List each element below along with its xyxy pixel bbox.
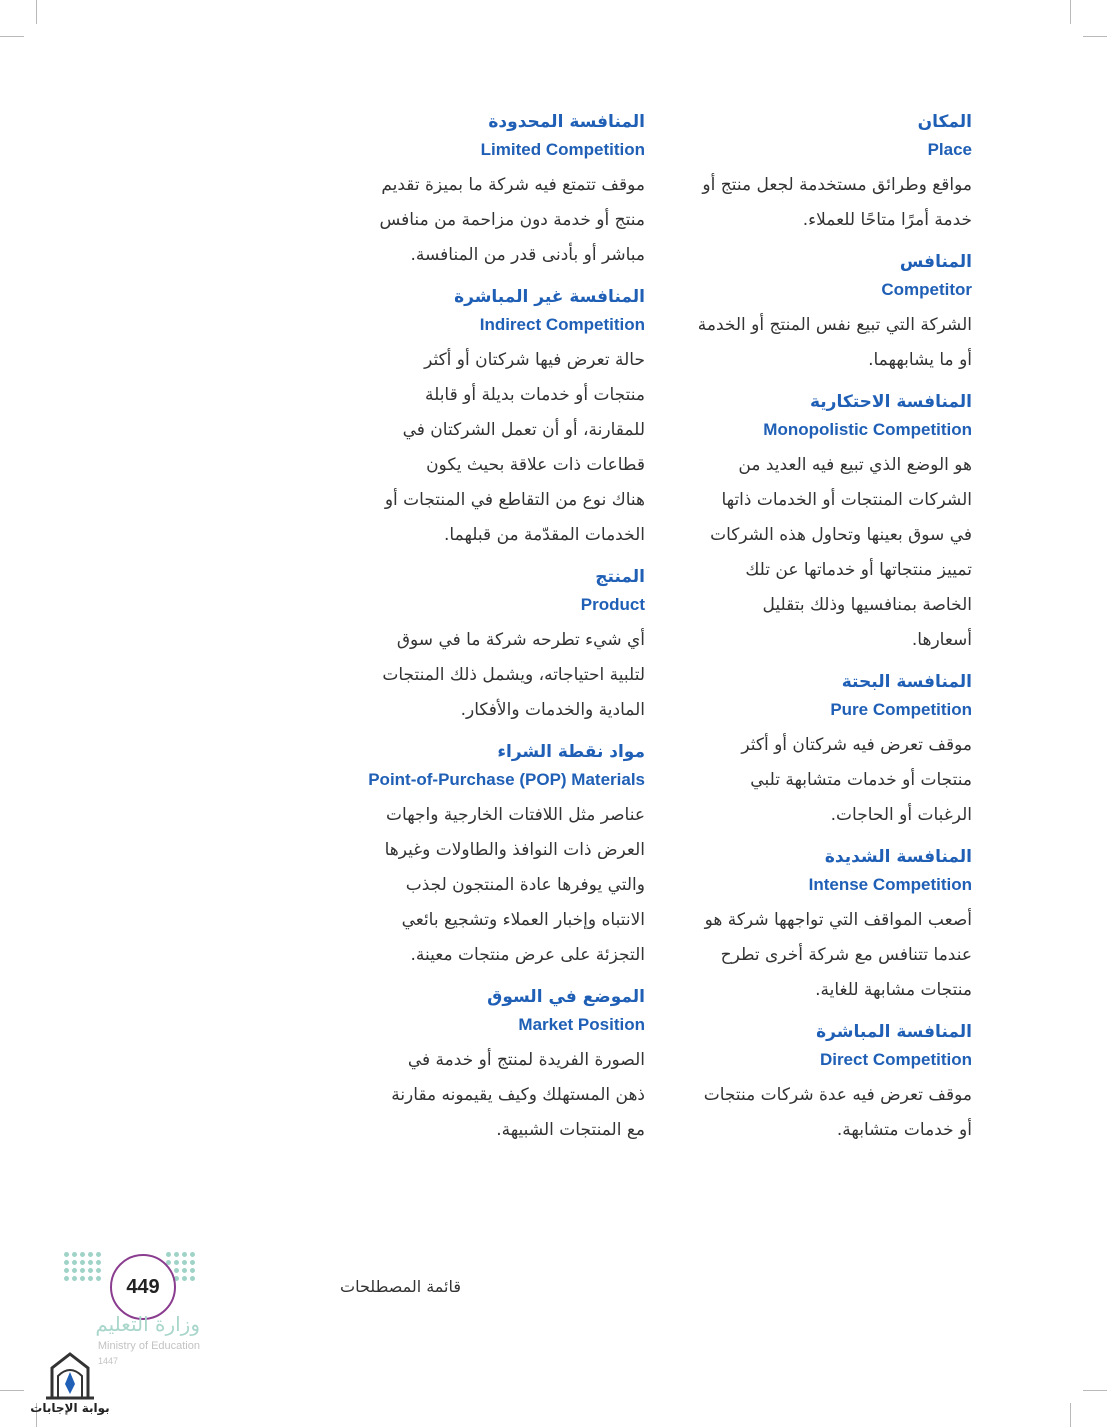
logo-dot [72, 1276, 77, 1281]
term-definition-line: موقف تتمتع فيه شركة ما بميزة تقديم [381, 175, 645, 195]
logo-dot [80, 1260, 85, 1265]
crop-mark [1083, 36, 1107, 37]
crop-mark [0, 1390, 24, 1391]
glossary-entry [660, 108, 972, 238]
term-definition-line: منتجات أو خدمات متشابهة تلبي [750, 770, 972, 790]
term-title-ar: المنافس [899, 252, 972, 272]
logo-dot [182, 1260, 187, 1265]
term-title-en-text: Market Position [518, 1015, 645, 1034]
logo-dot [80, 1252, 85, 1257]
term-title-en [660, 1046, 972, 1074]
entry-gap [330, 973, 645, 983]
logo-dot [174, 1260, 179, 1265]
logo-dot [64, 1252, 69, 1257]
term-definition-line: هو الوضع الذي تبيع فيه العديد من [738, 455, 972, 475]
term-definition-line: الرغبات أو الحاجات. [830, 805, 972, 825]
glossary-entry [330, 983, 645, 1148]
glossary-column-right [660, 108, 972, 1148]
term-definition-line: الشركة التي تبيع نفس المنتج أو الخدمة [697, 315, 972, 335]
logo-dot [174, 1268, 179, 1273]
term-definition-line: والتي يوفرها عادة المنتجون لجذب [405, 875, 645, 895]
term-definition-line: الخاصة بمنافسيها وذلك بتقليل [762, 595, 972, 615]
logo-dot [72, 1252, 77, 1257]
logo-dot [88, 1260, 93, 1265]
logo-dot [88, 1276, 93, 1281]
term-title-en-text: Competitor [881, 280, 972, 299]
logo-dot [72, 1268, 77, 1273]
glossary-entry [330, 738, 645, 973]
glossary-entry [330, 563, 645, 728]
ministry-year: 1447 [98, 1356, 119, 1366]
term-definition-line: الصورة الفريدة لمنتج أو خدمة في [407, 1050, 645, 1070]
term-title-en [330, 136, 645, 164]
term-title-en [330, 766, 645, 794]
term-title-en [660, 276, 972, 304]
term-definition-line: العرض ذات النوافذ والطاولات وغيرها [384, 840, 645, 860]
logo-dot [96, 1252, 101, 1257]
glossary-column-left [330, 108, 645, 1148]
term-definition-line: للمقارنة، أو أن تعمل الشركتان في [402, 420, 645, 440]
entry-gap [660, 378, 972, 388]
term-title-en-text: Limited Competition [480, 140, 645, 159]
glossary-entry [660, 248, 972, 378]
term-title-ar: مواد نقطة الشراء [497, 742, 645, 762]
logo-dot [182, 1268, 187, 1273]
logo-dot [190, 1276, 195, 1281]
glossary-entry [660, 668, 972, 833]
term-definition-line: موقف تعرض فيه شركتان أو أكثر [741, 735, 972, 755]
logo-dot [64, 1260, 69, 1265]
term-title-en-text: Intense Competition [808, 875, 972, 894]
crop-mark [1070, 1403, 1071, 1427]
entry-gap [660, 1008, 972, 1018]
logo-dot [174, 1252, 179, 1257]
logo-dot [64, 1276, 69, 1281]
term-definition-line: منتجات مشابهة للغاية. [815, 980, 972, 1000]
logo-dot [190, 1260, 195, 1265]
term-definition-line: الانتباه وإخبار العملاء وتشجيع بائعي [401, 910, 645, 930]
logo-dot [64, 1268, 69, 1273]
crop-mark [1070, 0, 1071, 24]
term-definition-line: في سوق بعينها وتحاول هذه الشركات [710, 525, 972, 545]
term-definition-line: المادية والخدمات والأفكار. [460, 700, 645, 720]
term-definition-line: مع المنتجات الشبيهة. [496, 1120, 645, 1140]
term-definition-line: أسعارها. [911, 630, 972, 650]
logo-dot [182, 1276, 187, 1281]
logo-dot [88, 1252, 93, 1257]
term-definition-line: ذهن المستهلك وكيف يقيمونه مقارنة [391, 1085, 645, 1105]
term-definition-line: عناصر مثل اللافتات الخارجية واجهات [386, 805, 645, 825]
glossary-entry [660, 843, 972, 1008]
logo-dot [182, 1252, 187, 1257]
logo-dot [190, 1268, 195, 1273]
glossary-entry [660, 1018, 972, 1148]
term-title-en [660, 696, 972, 724]
term-definition-line: قطاعات ذات علاقة بحيث يكون [426, 455, 645, 475]
term-definition-line: هناك نوع من التقاطع في المنتجات أو [384, 490, 645, 510]
term-definition-line: منتجات أو خدمات بديلة أو قابلة [424, 385, 645, 405]
term-title-en [660, 136, 972, 164]
term-title-ar: المنافسة المحدودة [488, 112, 645, 132]
term-definition-line: أو ما يشابههما. [868, 350, 972, 370]
term-title-en-text: Indirect Competition [479, 315, 645, 334]
ministry-name-ar: وزارة التعليم [95, 1312, 200, 1336]
term-title-ar: المنافسة البحتة [841, 672, 972, 692]
entry-gap [660, 238, 972, 248]
entry-gap [330, 553, 645, 563]
term-definition-line: الشركات المنتجات أو الخدمات ذاتها [721, 490, 972, 510]
entry-gap [660, 833, 972, 843]
term-definition-line: تمييز منتجاتها أو خدماتها عن تلك [745, 560, 972, 580]
portal-label: بوابة الإجابات [30, 1401, 110, 1415]
term-definition-line: أو خدمات متشابهة. [836, 1120, 972, 1140]
term-definition-line: عندما تتنافس مع شركة أخرى تطرح [720, 945, 972, 965]
glossary-entry [660, 388, 972, 658]
term-title-ar: المنافسة المباشرة [816, 1022, 972, 1042]
logo-dot [88, 1268, 93, 1273]
term-title-en [330, 591, 645, 619]
crop-mark [0, 36, 24, 37]
logo-dot [72, 1260, 77, 1265]
term-definition-line: أي شيء تطرحه شركة ما في سوق [396, 630, 645, 650]
term-title-en [660, 871, 972, 899]
term-title-en-text: Place [927, 140, 972, 159]
crop-mark [36, 0, 37, 24]
term-definition-line: الخدمات المقدّمة من قبلهما. [444, 525, 645, 545]
section-title: قائمة المصطلحات [340, 1277, 462, 1296]
logo-dot [166, 1252, 171, 1257]
glossary-entry [330, 108, 645, 273]
term-definition-line: لتلبية احتياجاته، ويشمل ذلك المنتجات [382, 665, 645, 685]
term-title-en-text: Product [580, 595, 645, 614]
page-number: 449 [110, 1254, 176, 1320]
term-title-en-text: Direct Competition [819, 1050, 972, 1069]
term-title-ar: المنافسة غير المباشرة [454, 287, 645, 307]
term-definition-line: خدمة أمرًا متاحًا للعملاء. [802, 210, 972, 230]
term-title-ar: الموضع في السوق [487, 987, 645, 1007]
term-title-en [660, 416, 972, 444]
logo-dot [80, 1276, 85, 1281]
term-definition-line: حالة تعرض فيها شركتان أو أكثر [424, 350, 645, 370]
term-definition-line: منتج أو خدمة دون مزاحمة من منافس [379, 210, 645, 230]
term-definition-line: مباشر أو بأدنى قدر من المنافسة. [410, 245, 645, 265]
entry-gap [330, 728, 645, 738]
term-title-ar: المكان [917, 112, 972, 132]
term-title-ar: المنافسة الاحتكارية [809, 392, 972, 412]
term-title-en [330, 311, 645, 339]
logo-dot [96, 1260, 101, 1265]
term-definition-line: التجزئة على عرض منتجات معينة. [410, 945, 645, 965]
ministry-name-en: Ministry of Education [97, 1340, 200, 1352]
term-definition-line: مواقع وطرائق مستخدمة لجعل منتج أو [702, 175, 972, 195]
term-title-en-text: Pure Competition [830, 700, 972, 719]
term-title-en-text: Monopolistic Competition [763, 420, 972, 439]
term-title-en-text: Point-of-Purchase (POP) Materials [368, 770, 645, 789]
logo-dot [96, 1268, 101, 1273]
term-title-en [330, 1011, 645, 1039]
entry-gap [330, 273, 645, 283]
term-title-ar: المنتج [595, 567, 645, 587]
logo-dot [190, 1252, 195, 1257]
logo-dot [80, 1268, 85, 1273]
glossary-entry [330, 283, 645, 553]
entry-gap [660, 658, 972, 668]
crop-mark [1083, 1390, 1107, 1391]
term-definition-line: أصعب المواقف التي تواجهها شركة هو [704, 910, 972, 930]
logo-dot [96, 1276, 101, 1281]
term-definition-line: موقف تعرض فيه عدة شركات منتجات [703, 1085, 972, 1105]
term-title-ar: المنافسة الشديدة [824, 847, 972, 867]
